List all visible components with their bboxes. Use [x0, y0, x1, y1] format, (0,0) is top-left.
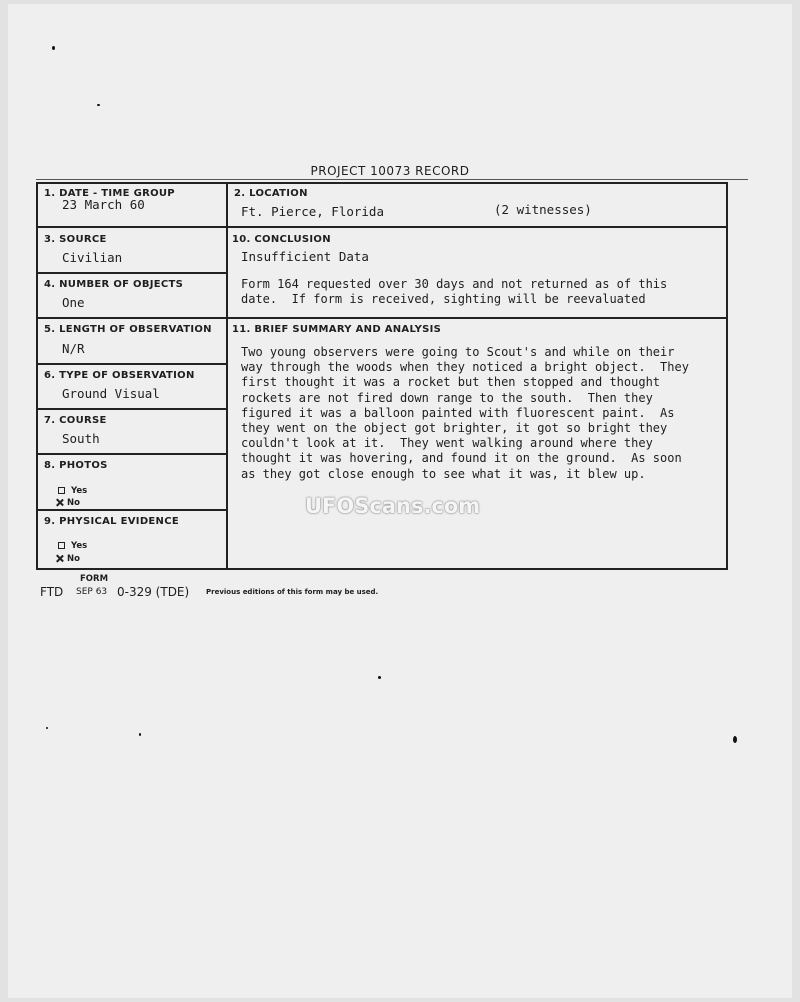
- conclusion-value: Insufficient Data: [241, 249, 369, 264]
- footer-date: SEP 63: [76, 587, 108, 597]
- physical-yes-label: Yes: [71, 541, 88, 551]
- form-title: PROJECT 10073 RECORD: [310, 164, 470, 178]
- footer-form-word: FORM: [80, 574, 109, 584]
- photos-yes-label: Yes: [71, 486, 88, 496]
- course-label: 7. COURSE: [44, 415, 107, 426]
- row-divider: [38, 509, 228, 511]
- type-of-observation-value: Ground Visual: [62, 386, 160, 401]
- footer-ftd: FTD: [40, 585, 64, 599]
- number-of-objects-label: 4. NUMBER OF OBJECTS: [44, 279, 184, 290]
- scan-speck: [52, 46, 55, 50]
- row-divider: [38, 408, 228, 410]
- checked-x-icon: [56, 499, 63, 506]
- physical-no-option[interactable]: [56, 554, 80, 564]
- photos-yes-option[interactable]: [58, 486, 87, 496]
- location-value: Ft. Pierce, Florida: [241, 204, 384, 219]
- photos-no-option[interactable]: [56, 498, 80, 508]
- conclusion-label: 10. CONCLUSION: [232, 234, 331, 245]
- summary-text: Two young observers were going to Scout's and while on their way through the woods when they noticed a bright object. They first thought it was a rocket but then stopped and thought rockets are not fired down range to the south. Then they figured it was a balloon painted with fluorescent paint. As they went on the object got brighter, it got so bright they couldn't look at it. They went walking around where they thought it was hovering, and found it on the ground. As soon as they got close enough to see what it was, it blew up.: [241, 345, 689, 481]
- title-rule: [36, 179, 748, 180]
- physical-no-label: No: [67, 554, 80, 564]
- row-divider: [38, 317, 726, 319]
- checked-x-icon: [56, 555, 63, 562]
- row-divider: [38, 453, 228, 455]
- length-of-observation-value: N/R: [62, 341, 85, 356]
- scan-speck: [139, 733, 141, 736]
- watermark: UFOScans.com: [305, 494, 481, 518]
- course-value: South: [62, 431, 100, 446]
- length-of-observation-label: 5. LENGTH OF OBSERVATION: [44, 324, 212, 335]
- photos-no-label: No: [67, 498, 80, 508]
- row-divider: [38, 272, 228, 274]
- scan-speck: [378, 676, 381, 679]
- checkbox-icon: [58, 542, 65, 549]
- number-of-objects-value: One: [62, 295, 85, 310]
- scan-speck: [97, 104, 100, 106]
- physical-evidence-label: 9. PHYSICAL EVIDENCE: [44, 516, 179, 527]
- source-label: 3. SOURCE: [44, 234, 107, 245]
- checkbox-icon: [58, 487, 65, 494]
- footer-note: Previous editions of this form may be used.: [206, 588, 379, 596]
- conclusion-remark: Form 164 requested over 30 days and not returned as of this date. If form is received, sighting will be reevaluated: [241, 277, 668, 307]
- summary-label: 11. BRIEF SUMMARY AND ANALYSIS: [232, 324, 442, 335]
- date-time-label: 1. DATE - TIME GROUP: [44, 188, 175, 199]
- scan-speck: [733, 736, 737, 743]
- scan-speck: [46, 727, 48, 729]
- footer-form-number: 0-329 (TDE): [117, 585, 190, 599]
- type-of-observation-label: 6. TYPE OF OBSERVATION: [44, 370, 195, 381]
- row-divider: [38, 363, 228, 365]
- row-divider: [38, 226, 726, 228]
- physical-yes-option[interactable]: [58, 541, 87, 551]
- date-time-value: 23 March 60: [62, 197, 145, 212]
- witness-note: (2 witnesses): [494, 202, 592, 217]
- photos-label: 8. PHOTOS: [44, 460, 108, 471]
- location-label: 2. LOCATION: [234, 188, 308, 199]
- source-value: Civilian: [62, 250, 123, 265]
